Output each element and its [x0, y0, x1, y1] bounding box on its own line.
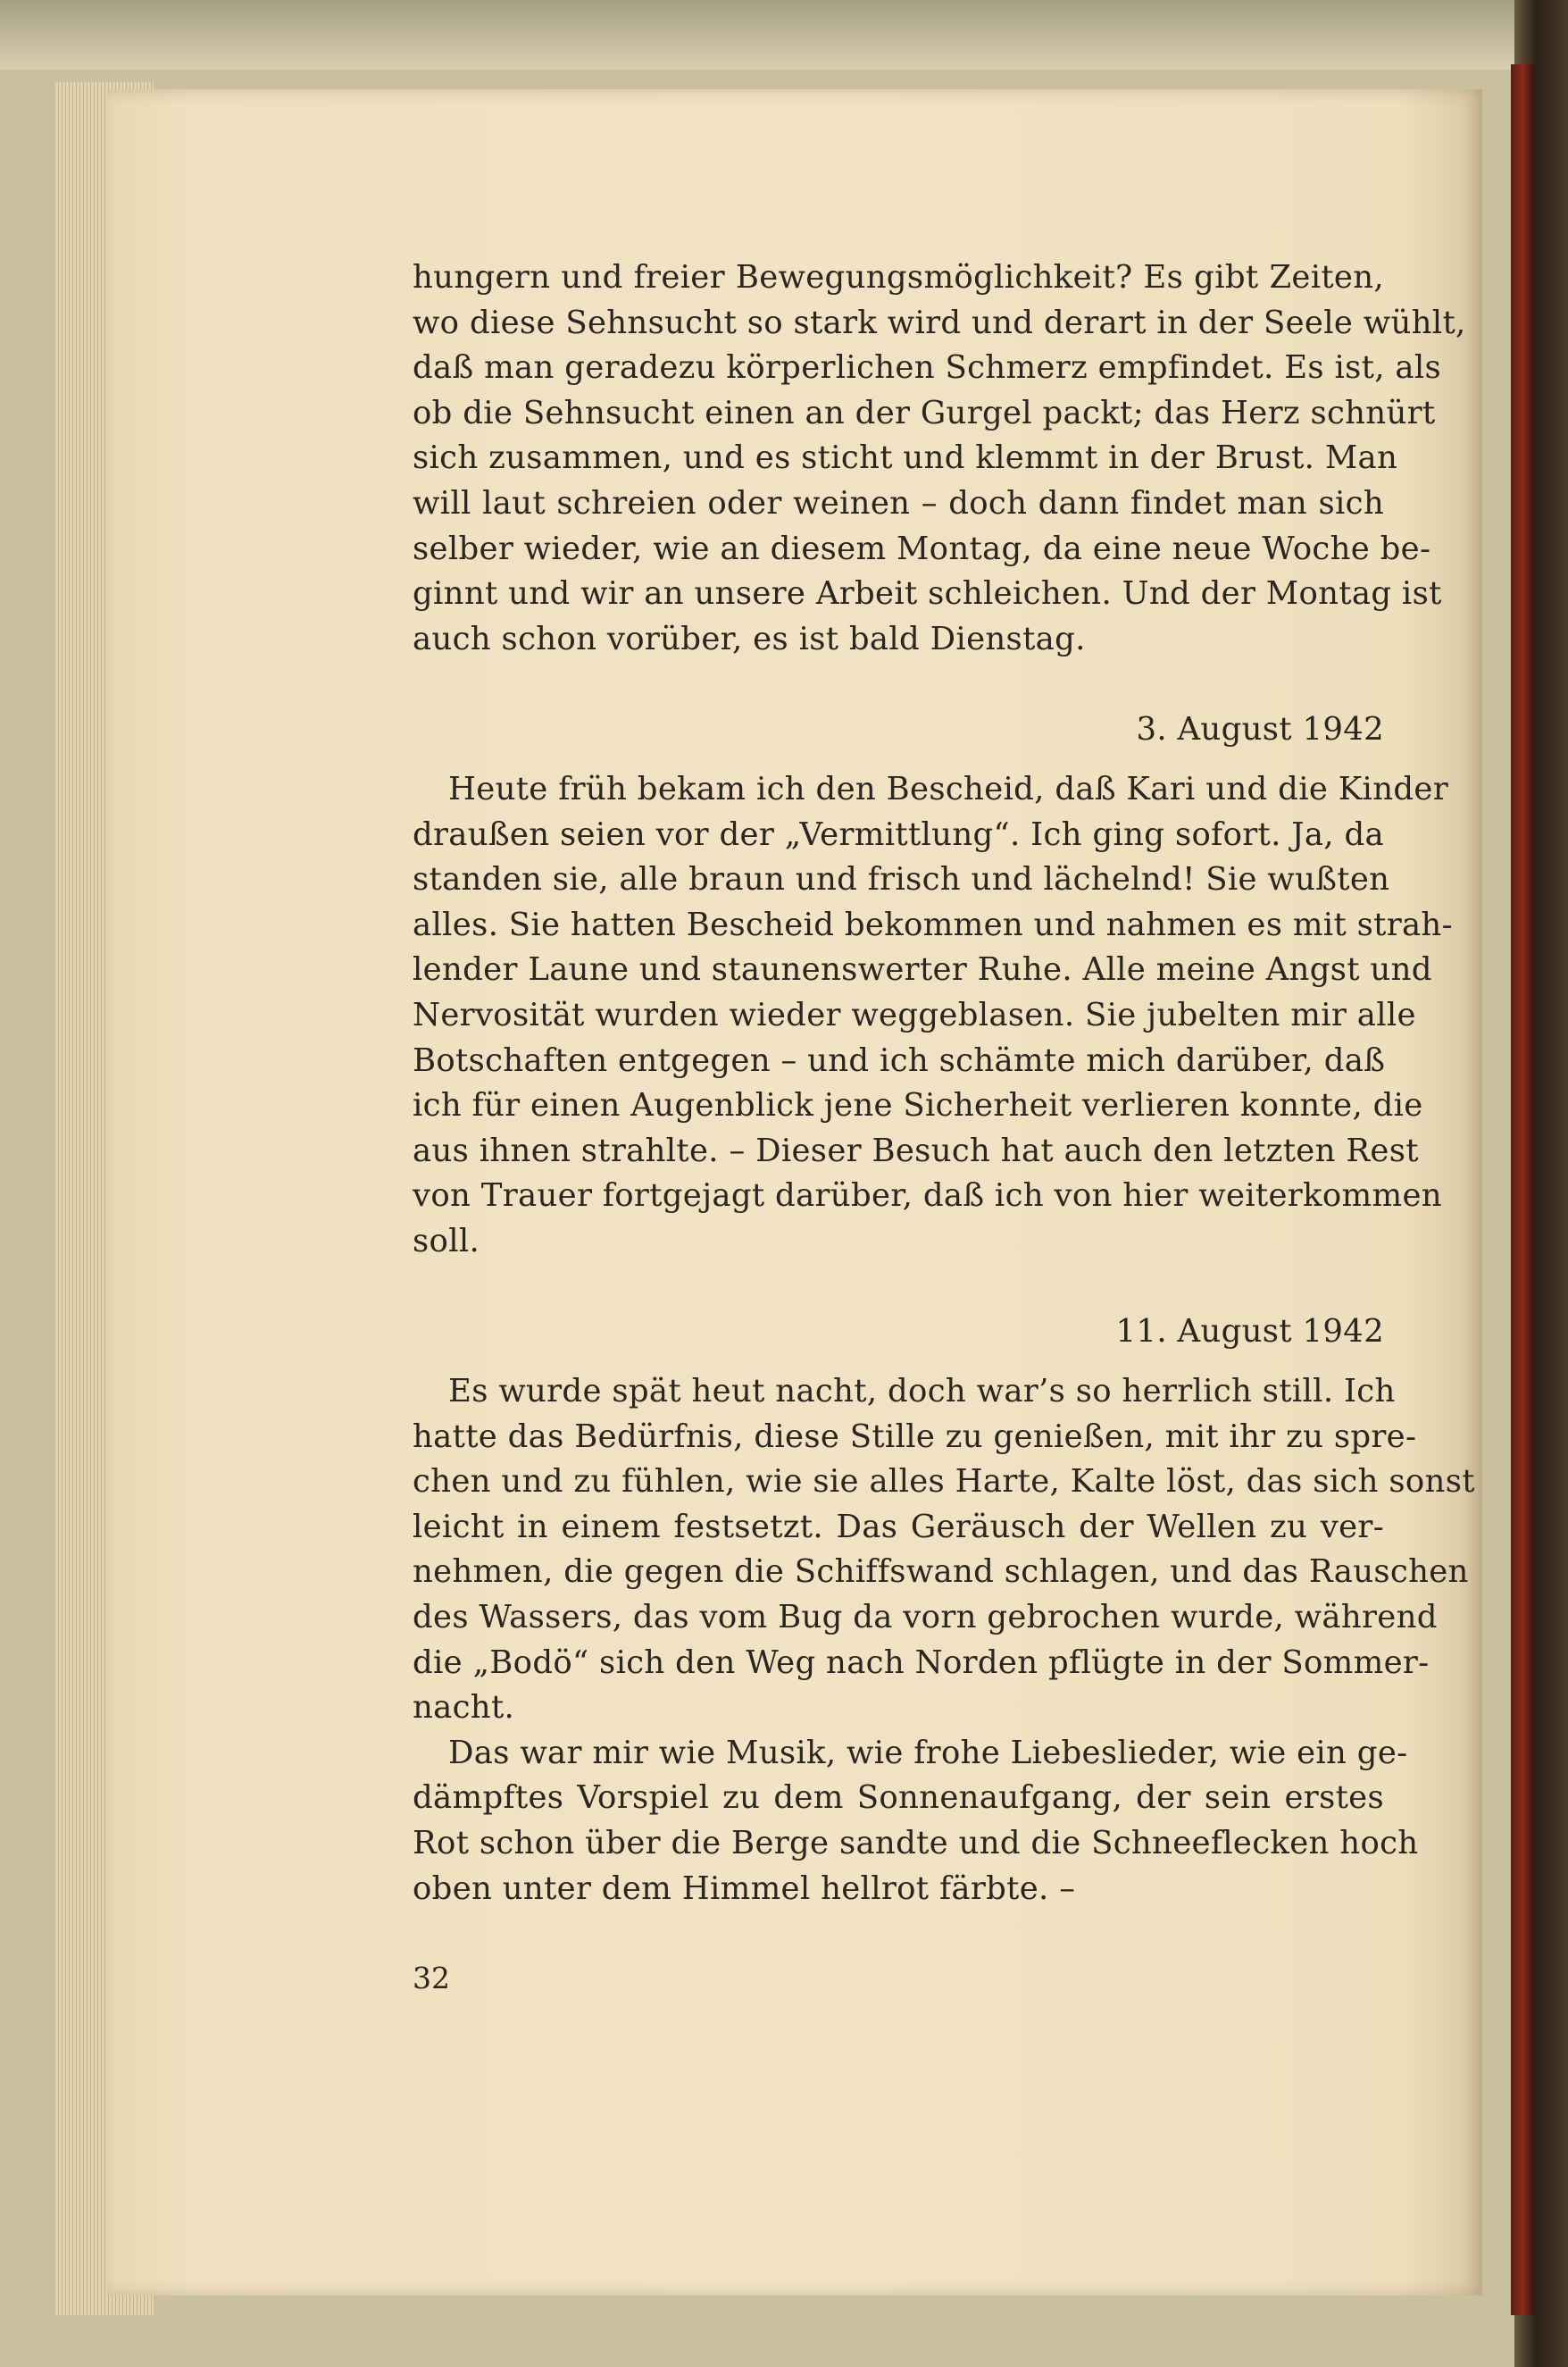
text-line: draußen seien vor der „Vermittlung“. Ich ging sofort. Ja, da: [413, 815, 1384, 853]
text-line: selber wieder, wie an diesem Montag, da eine neue Woche be-: [413, 530, 1431, 567]
text-line: auch schon vorüber, es ist bald Dienstag.: [413, 620, 1086, 657]
book-cover-top-edge: [0, 0, 1534, 70]
book-spine-edge: [1511, 64, 1534, 2315]
text-line: leicht in einem festsetzt. Das Geräusch der Wellen zu ver-: [413, 1508, 1384, 1545]
text-line: Das war mir wie Musik, wie frohe Liebeslieder, wie ein ge-: [448, 1734, 1408, 1771]
text-line: hatte das Bedürfnis, diese Stille zu genießen, mit ihr zu spre-: [413, 1418, 1417, 1455]
text-line: Es wurde spät heut nacht, doch war’s so herrlich still. Ich: [448, 1373, 1396, 1410]
text-line: wo diese Sehnsucht so stark wird und derart in der Seele wühlt,: [413, 304, 1466, 341]
text-line: hungern und freier Bewegungsmöglichkeit? Es gibt Zeiten,: [413, 259, 1384, 296]
entry-date: 11. August 1942: [1115, 1313, 1384, 1351]
text-line: Nervosität wurden wieder weggeblasen. Sie jubelten mir alle: [413, 996, 1416, 1033]
text-line: oben unter dem Himmel hellrot färbte. –: [413, 1869, 1076, 1907]
paragraph-4: [413, 1731, 1419, 1911]
text-line: Rot schon über die Berge sandte und die Schneeflecken hoch: [413, 1825, 1419, 1861]
page-number: 32: [413, 1961, 450, 1995]
text-line: die „Bodö“ sich den Weg nach Norden pflügte in der Sommer-: [413, 1644, 1430, 1681]
text-line: ginnt und wir an unsere Arbeit schleichen. Und der Montag ist: [413, 575, 1442, 613]
text-line: Heute früh bekam ich den Bescheid, daß Kari und die Kinder: [448, 770, 1448, 807]
text-line: standen sie, alle braun und frisch und lächelnd! Sie wußten: [413, 861, 1390, 899]
text-line: will laut schreien oder weinen – doch dann findet man sich: [413, 484, 1384, 522]
text-line: nehmen, die gegen die Schiffswand schlagen, und das Rauschen: [413, 1553, 1469, 1591]
text-line: ich für einen Augenblick jene Sicherheit verlieren konnte, die: [413, 1087, 1423, 1125]
entry-date: 3. August 1942: [1136, 711, 1384, 749]
paragraph-2: [413, 767, 1453, 1265]
paragraph-1: [413, 255, 1466, 662]
text-line: chen und zu fühlen, wie sie alles Harte, Kalte löst, das sich sonst: [413, 1463, 1475, 1501]
text-line: daß man geradezu körperlichen Schmerz empfindet. Es ist, als: [413, 349, 1442, 387]
text-line: ob die Sehnsucht einen an der Gurgel packt; das Herz schnürt: [413, 394, 1436, 431]
text-line: aus ihnen strahlte. – Dieser Besuch hat auch den letzten Rest: [413, 1132, 1419, 1169]
text-line: sich zusammen, und es sticht und klemmt in der Brust. Man: [413, 439, 1398, 477]
text-line: des Wassers, das vom Bug da vorn gebrochen wurde, während: [413, 1599, 1438, 1636]
text-line: nacht.: [413, 1689, 515, 1727]
text-line: lender Laune und staunenswerter Ruhe. Alle meine Angst und: [413, 951, 1432, 989]
page-text: [413, 255, 1475, 1911]
text-line: soll.: [413, 1222, 480, 1259]
paragraph-3: [413, 1369, 1475, 1731]
text-line: dämpftes Vorspiel zu dem Sonnenaufgang, der sein erstes: [413, 1779, 1384, 1817]
text-line: Botschaften entgegen – und ich schämte mich darüber, daß: [413, 1041, 1386, 1079]
text-line: alles. Sie hatten Bescheid bekommen und nahmen es mit strah-: [413, 906, 1453, 943]
text-line: von Trauer fortgejagt darüber, daß ich von hier weiterkommen: [413, 1177, 1442, 1215]
